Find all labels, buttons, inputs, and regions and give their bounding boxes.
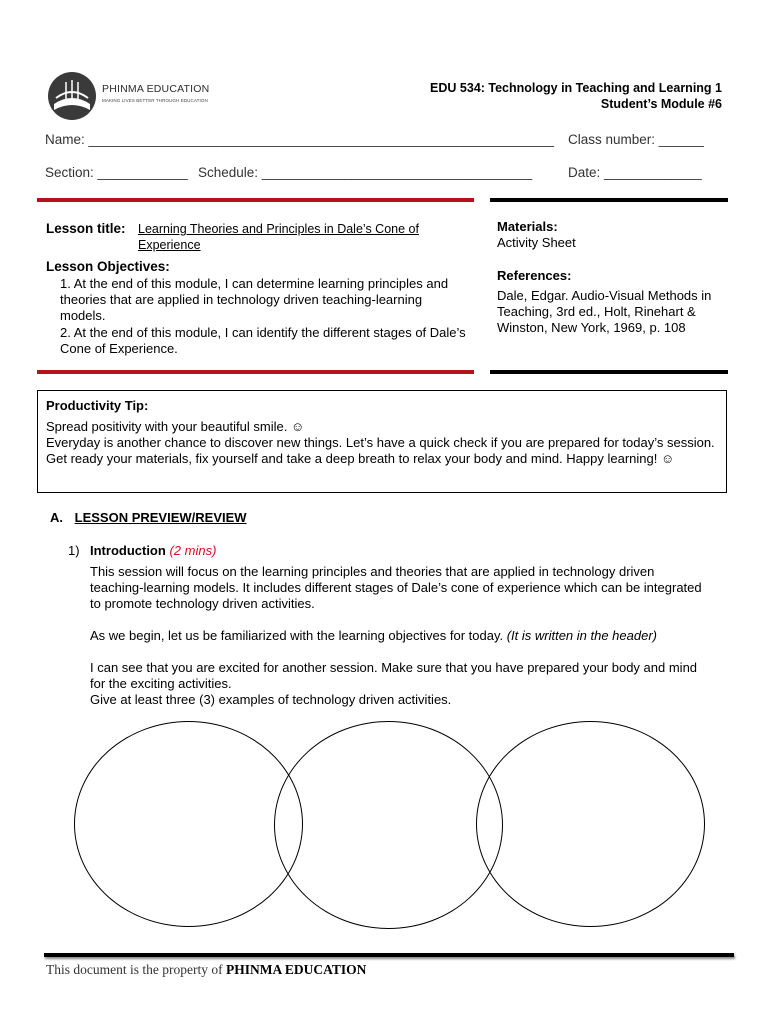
course-title: EDU 534: Technology in Teaching and Learning 1 [430,81,722,95]
bottom-red-divider [37,370,474,374]
references-text: Dale, Edgar. Audio-Visual Methods in Teaching, 3rd ed., Holt, Rinehart & Winston, New York, 1969, p. 108 [497,288,712,335]
footer-prefix: This document is the property of [46,962,226,977]
introduction-section [90,543,710,708]
intro-paragraph-4: Give at least three (3) examples of technology driven activities. [90,692,452,707]
answer-circle[interactable] [74,721,303,927]
section-field[interactable]: Section: ____________ [45,165,188,180]
module-number: Student’s Module #6 [600,97,722,111]
phinma-emblem-icon [46,70,98,122]
tip-label: Productivity Tip: [46,398,149,413]
intro-p2-text: As we begin, let us be familiarized with the learning objectives for today. [90,628,507,643]
top-red-divider [37,198,474,202]
intro-paragraph-2 [90,628,710,644]
materials-text: Activity Sheet [497,235,576,250]
section-a-heading [50,510,247,525]
productivity-tip-box [37,390,727,493]
logo-tagline: MAKING LIVES BETTER THROUGH EDUCATION [102,98,208,103]
name-field[interactable]: Name: ______________________________________________________________ [45,132,555,147]
lesson-block [46,221,466,361]
logo-name: PHINMA EDUCATION [102,83,210,95]
objectives-label: Lesson Objectives: [46,259,170,274]
intro-time: (2 mins) [169,543,217,558]
footer-owner: PHINMA EDUCATION [225,962,367,977]
references-label: References: [497,268,572,283]
objective-item: 2. At the end of this module, I can identify the different stages of Dale’s Cone of Experience. [60,325,466,356]
class-number-field[interactable]: Class number: ______ [568,132,704,147]
section-letter: A. [50,510,63,525]
materials-label: Materials: [497,219,558,234]
lesson-title-label: Lesson title: [46,221,126,236]
footer-divider [44,953,734,957]
answer-circle[interactable] [274,721,503,929]
footer-text [46,962,366,978]
intro-heading: Introduction [90,543,166,558]
section-title: LESSON PREVIEW/REVIEW [74,510,247,525]
top-black-divider [490,198,728,202]
objective-item: 1. At the end of this module, I can determine learning principles and theories that are applied in technology driven teaching-learning models. [60,276,449,323]
answer-circle[interactable] [476,721,705,927]
tip-line-2: Everyday is another chance to discover new things. Let’s have a quick check if you are prepared for today’s session. Get ready your materials, fix yourself and take a deep breath to relax your body and mind. Happy learning! ☺ [46,435,715,466]
intro-number: 1) [68,543,80,558]
phinma-logo [46,70,226,122]
tip-line-1: Spread positivity with your beautiful smile. ☺ [46,419,305,434]
intro-paragraph-3: I can see that you are excited for another session. Make sure that you have prepared your body and mind for the exciting activities. [90,660,698,691]
materials-references [497,219,727,336]
intro-p2-note: (It is written in the header) [506,628,657,643]
lesson-title-text: Learning Theories and Principles in Dale’s Cone of Experience [138,222,419,252]
date-field[interactable]: Date: _____________ [568,165,702,180]
bottom-black-divider [490,370,728,374]
schedule-field[interactable]: Schedule: ____________________________________ [198,165,533,180]
intro-paragraph-1: This session will focus on the learning principles and theories that are applied in technology driven teaching-learning models. It includes different stages of Dale’s cone of experience which can be integrated to promote technology driven activities. [90,564,702,611]
course-header [430,80,722,112]
